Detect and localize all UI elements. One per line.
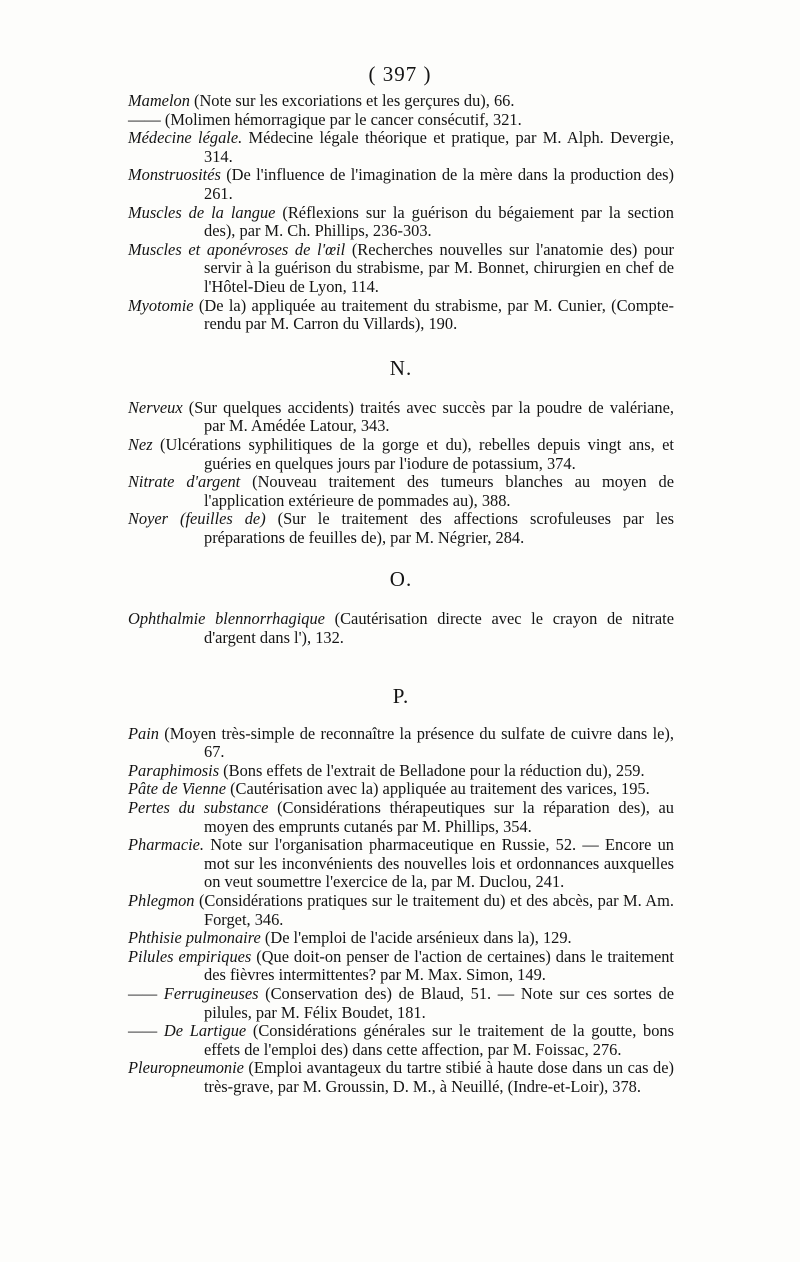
entry-text: (Nouveau traitement des tumeurs blanches au moyen de l'application extérieure de pommades au), 388. [204, 472, 674, 510]
entry-text: (Sur quelques accidents) traités avec succès par la poudre de valériane, par M. Amédée Latour, 343. [182, 397, 674, 436]
index-entry [128, 610, 674, 647]
entry-heading: Pain [128, 723, 159, 743]
index-entry [128, 111, 674, 130]
entry-heading: Pharmacie. [128, 835, 205, 855]
index-entry [128, 204, 674, 241]
index-entry [128, 129, 674, 166]
entry-heading: Phlegmon [128, 891, 195, 910]
entry-text: (Molimen hémorragique par le cancer consécutif, 321. [160, 109, 522, 129]
index-entry [128, 92, 674, 111]
entry-text: (Sur le traitement des affections scrofuleuses par les préparations de feuilles de), par M. Négrier, 284. [204, 509, 675, 547]
section-o [128, 610, 674, 647]
index-entry [128, 241, 674, 297]
section-p [128, 725, 674, 1097]
section-letter-o: O. [389, 567, 413, 592]
index-entries [128, 92, 674, 1097]
entry-text: (Considérations générales sur le traitement de la goutte, bons effets de l'emploi des) dans cette affection, par M. Foissac, 276. [204, 1021, 674, 1059]
entry-heading: Paraphimosis [128, 760, 220, 780]
entry-text: (Moyen très-simple de reconnaître la présence du sulfate de cuivre dans le), 67. [158, 723, 674, 762]
index-entry [128, 762, 674, 781]
entry-heading: —— Ferrugineuses [128, 983, 259, 1003]
index-entry [128, 836, 674, 892]
entry-text: (De la) appliquée au traitement du strabisme, par M. Cunier, (Compte-rendu par M. Carron du Villards), 190. [193, 295, 674, 334]
entry-heading: Pâte de Vienne [128, 779, 226, 799]
entry-text: (Réflexions sur la guérison du bégaiement par la section des), par M. Ch. Phillips, 236-303. [204, 202, 674, 241]
index-entry [128, 510, 674, 547]
entry-heading: Nitrate d'argent [128, 472, 241, 492]
index-entry [128, 892, 674, 929]
index-entry [128, 929, 674, 948]
entry-heading: Noyer (feuilles de) [128, 509, 266, 529]
entry-heading: Ophthalmie blennorrhagique [128, 609, 325, 629]
entry-heading: Pertes du substance [128, 798, 269, 818]
index-entry [128, 166, 674, 203]
entry-text: Note sur l'organisation pharmaceutique en Russie, 52. — Encore un mot sur les inconvénients des nouvelles lois et ordonnances auxquelles on veut soumettre l'exercice de la, par M. Duclou, 241. [204, 835, 674, 892]
index-entry [128, 725, 674, 762]
entry-text: (Cautérisation avec la) appliquée au traitement des varices, 195. [226, 779, 650, 799]
entry-heading: Monstruosités [128, 165, 221, 185]
index-entry [128, 780, 674, 799]
index-entry [128, 399, 674, 436]
entry-text: (Ulcérations syphilitiques de la gorge et du), rebelles depuis vingt ans, et guéries en quelques jours par l'iodure de potassium, 374. [152, 434, 674, 473]
entry-heading: Nerveux [128, 397, 183, 417]
entry-heading: Myotomie [128, 295, 194, 315]
entry-text: (Emploi avantageux du tartre stibié à haute dose dans un cas de) très-grave, par M. Groussin, D. M., à Neuillé, (Indre-et-Loir), 378. [204, 1058, 674, 1096]
entry-heading: Pilules empiriques [128, 946, 252, 966]
entry-text: Médecine légale théorique et pratique, par M. Alph. Devergie, 314. [204, 128, 674, 166]
section-m [128, 92, 674, 334]
entry-text: (De l'influence de l'imagination de la mère dans la production des) 261. [204, 165, 674, 203]
entry-text: (Considérations thérapeutiques sur la réparation des), au moyen des emprunts cutanés par M. Phillips, 354. [204, 798, 674, 836]
section-n [128, 399, 674, 548]
entry-heading: —— [128, 109, 161, 129]
index-entry [128, 1059, 674, 1096]
entry-heading: Nez [128, 434, 153, 454]
entry-text: (De l'emploi de l'acide arsénieux dans la), 129. [260, 928, 572, 948]
section-letter-n: N. [389, 355, 413, 380]
index-entry [128, 799, 674, 836]
entry-text: (Note sur les excoriations et les gerçures du), 66. [189, 91, 515, 110]
index-entry [128, 985, 674, 1022]
entry-heading: Médecine légale. [128, 128, 243, 148]
entry-text: (Cautérisation directe avec le crayon de nitrate d'argent dans l'), 132. [204, 609, 674, 648]
section-letter-p: P. [392, 683, 410, 708]
entry-heading: Phthisie pulmonaire [128, 928, 261, 948]
entry-text: (Que doit-on penser de l'action de certaines) dans le traitement des fièvres intermittentes? par M. Max. Simon, 149. [204, 946, 674, 985]
index-entry [128, 297, 674, 334]
entry-heading: Muscles de la langue [128, 202, 276, 222]
entry-heading: Muscles et aponévroses de l'œil [128, 239, 346, 259]
index-entry [128, 436, 674, 473]
index-entry [128, 473, 674, 510]
index-entry [128, 948, 674, 985]
page-number: ( 397 ) [368, 62, 432, 86]
entry-heading: Pleuropneumonie [128, 1058, 244, 1078]
entry-text: (Recherches nouvelles sur l'anatomie des) pour servir à la guérison du strabisme, par M. Bonnet, chirurgien en chef de l'Hôtel-Dieu de Lyon, 114. [204, 239, 675, 296]
entry-heading: Mamelon [128, 91, 190, 110]
entry-heading: —— De Lartigue [128, 1021, 247, 1041]
entry-text: (Conservation des) de Blaud, 51. — Note sur ces sortes de pilules, par M. Félix Boudet, 181. [204, 983, 675, 1022]
index-entry [128, 1022, 674, 1059]
entry-text: (Bons effets de l'extrait de Belladone pour la réduction du), 259. [219, 760, 645, 780]
entry-text: (Considérations pratiques sur le traitement du) et des abcès, par M. Am. Forget, 346. [194, 891, 674, 929]
